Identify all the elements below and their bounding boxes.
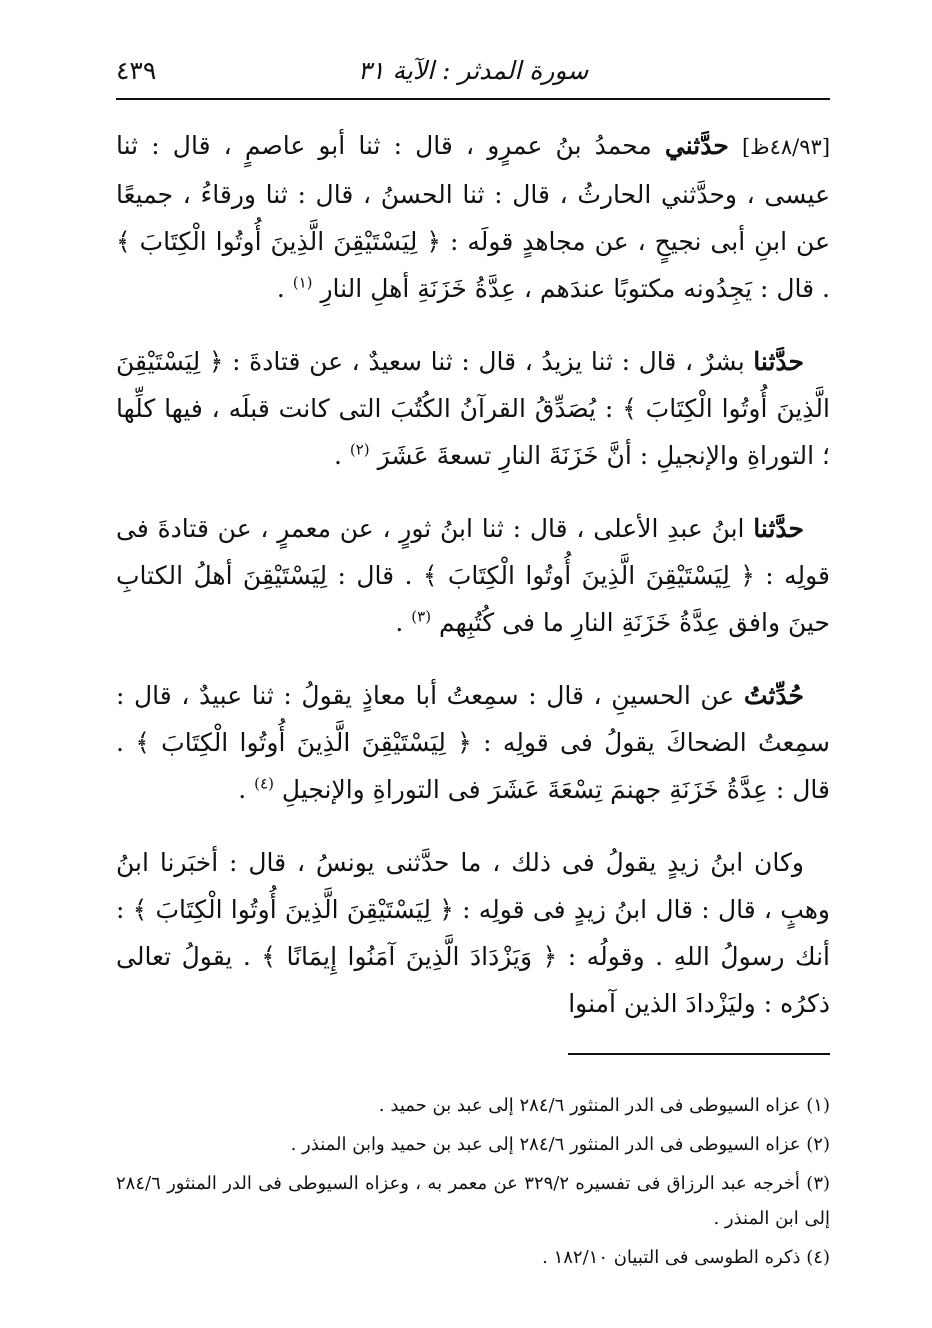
narration-lead: حُدِّثتُ [743, 681, 804, 710]
paragraph-tail: . [333, 441, 350, 470]
paragraph-tail: . [395, 608, 412, 637]
footnote-reference: (٤) [254, 774, 274, 793]
footnotes [116, 1088, 830, 1279]
footnote-reference: (٢) [349, 440, 370, 459]
footnote: (٣) أخرجه عبد الرزاق فى تفسيره ٣٢٩/٢ عن معمر به ، وعزاه السيوطى فى الدر المنثور ٢٨٤/٦ إلى ابن المنذر . [116, 1173, 831, 1229]
narration-lead: حدَّثنا [753, 514, 804, 543]
footnote-reference: (٣) [411, 607, 432, 626]
header-rule [116, 98, 830, 100]
manuscript-marker: [٤٨/٩٣ظ] [741, 135, 831, 159]
running-title: سورة المدثر : الآية ٣١ [357, 56, 589, 85]
footnote-rule [568, 1053, 830, 1055]
narration-lead: حدَّثني [664, 131, 729, 160]
paragraph-text: محمدُ بنُ عمرٍو ، قال : ثنا أبو عاصمٍ ، قال : ثنا عيسى ، وحدَّثني الحارثُ ، قال : ثنا الحسنُ ، قال : ثنا ورقاءُ ، جميعًا عن ابنِ أبى نجيحٍ ، عن مجاهدٍ قولَه : ﴿ لِيَسْتَيْقِنَ الَّذِينَ أُوتُوا الْكِتَابَ ﴾ . قال : يَجِدُونه مكتوبًا عندَهم ، عِدَّةُ خَزَنَةِ أهلِ النارِ [116, 131, 830, 303]
paragraph-text: عن الحسينِ ، قال : سمِعتُ أبا معاذٍ يقولُ : ثنا عبيدٌ ، قال : سمِعتُ الضحاكَ يقولُ فى قولِه : ﴿ لِيَسْتَيْقِنَ الَّذِينَ أُوتُوا الْكِتَابَ ﴾ . قال : عِدَّةُ خَزَنَةِ جهنمَ تِسْعَةَ عَشَرَ فى التوراةِ والإنجيلِ [116, 681, 830, 804]
paragraph-tail: . [238, 775, 255, 804]
footnote: (٢) عزاه السيوطى فى الدر المنثور ٢٨٤/٦ إلى عبد بن حميد وابن المنذر . [290, 1134, 830, 1155]
narration-lead: حدَّثنا [753, 347, 804, 376]
footnote: (٤) ذكره الطوسى فى التبيان ١٨٢/١٠ . [542, 1247, 830, 1268]
paragraph [116, 338, 830, 479]
footnote-reference: (١) [292, 273, 313, 292]
footnote: (١) عزاه السيوطى فى الدر المنثور ٢٨٤/٦ إلى عبد بن حميد . [378, 1095, 830, 1116]
page-number: ٤٣٩ [116, 56, 157, 85]
paragraph-text: بشرٌ ، قال : ثنا يزيدُ ، قال : ثنا سعيدٌ ، عن قتادةَ : ﴿ لِيَسْتَيْقِنَ الَّذِينَ أُوتُوا الْكِتَابَ ﴾ : يُصَدِّقُ القرآنُ الكُتُبَ التى كانت قبلَه ، فيها كلِّها ؛ التوراةِ والإنجيلِ : أنَّ خَزَنَةَ النارِ تسعةَ عَشَرَ [116, 347, 830, 470]
paragraph-text: وكان ابنُ زيدٍ يقولُ فى ذلك ، ما حدَّثنى يونسُ ، قال : أخبَرنا ابنُ وهبٍ ، قال : قال ابنُ زيدٍ فى قولِه : ﴿ لِيَسْتَيْقِنَ الَّذِينَ أُوتُوا الْكِتَابَ ﴾ : أنك رسولُ اللهِ . وقولُه : ﴿ وَيَزْدَادَ الَّذِينَ آمَنُوا إِيمَانًا ﴾ . يقولُ تعالى ذكرُه : وليَزْدادَ الذين آمنوا [116, 848, 830, 1018]
paragraph [116, 122, 830, 312]
paragraph-text: ابنُ عبدِ الأعلى ، قال : ثنا ابنُ ثورٍ ، عن معمرٍ ، عن قتادةَ فى قولِه : ﴿ لِيَسْتَيْقِنَ الَّذِينَ أُوتُوا الْكِتَابَ ﴾ . قال : لِيَسْتَيْقِنَ أهلُ الكتابِ حينَ وافق عِدَّةُ خَزَنَةِ النارِ ما فى كُتُبِهم [116, 514, 830, 637]
paragraph [116, 505, 830, 646]
page-header [116, 50, 830, 94]
paragraph [116, 839, 830, 1027]
paragraph [116, 672, 830, 813]
paragraph-tail: . [276, 274, 293, 303]
main-text [116, 122, 830, 1053]
